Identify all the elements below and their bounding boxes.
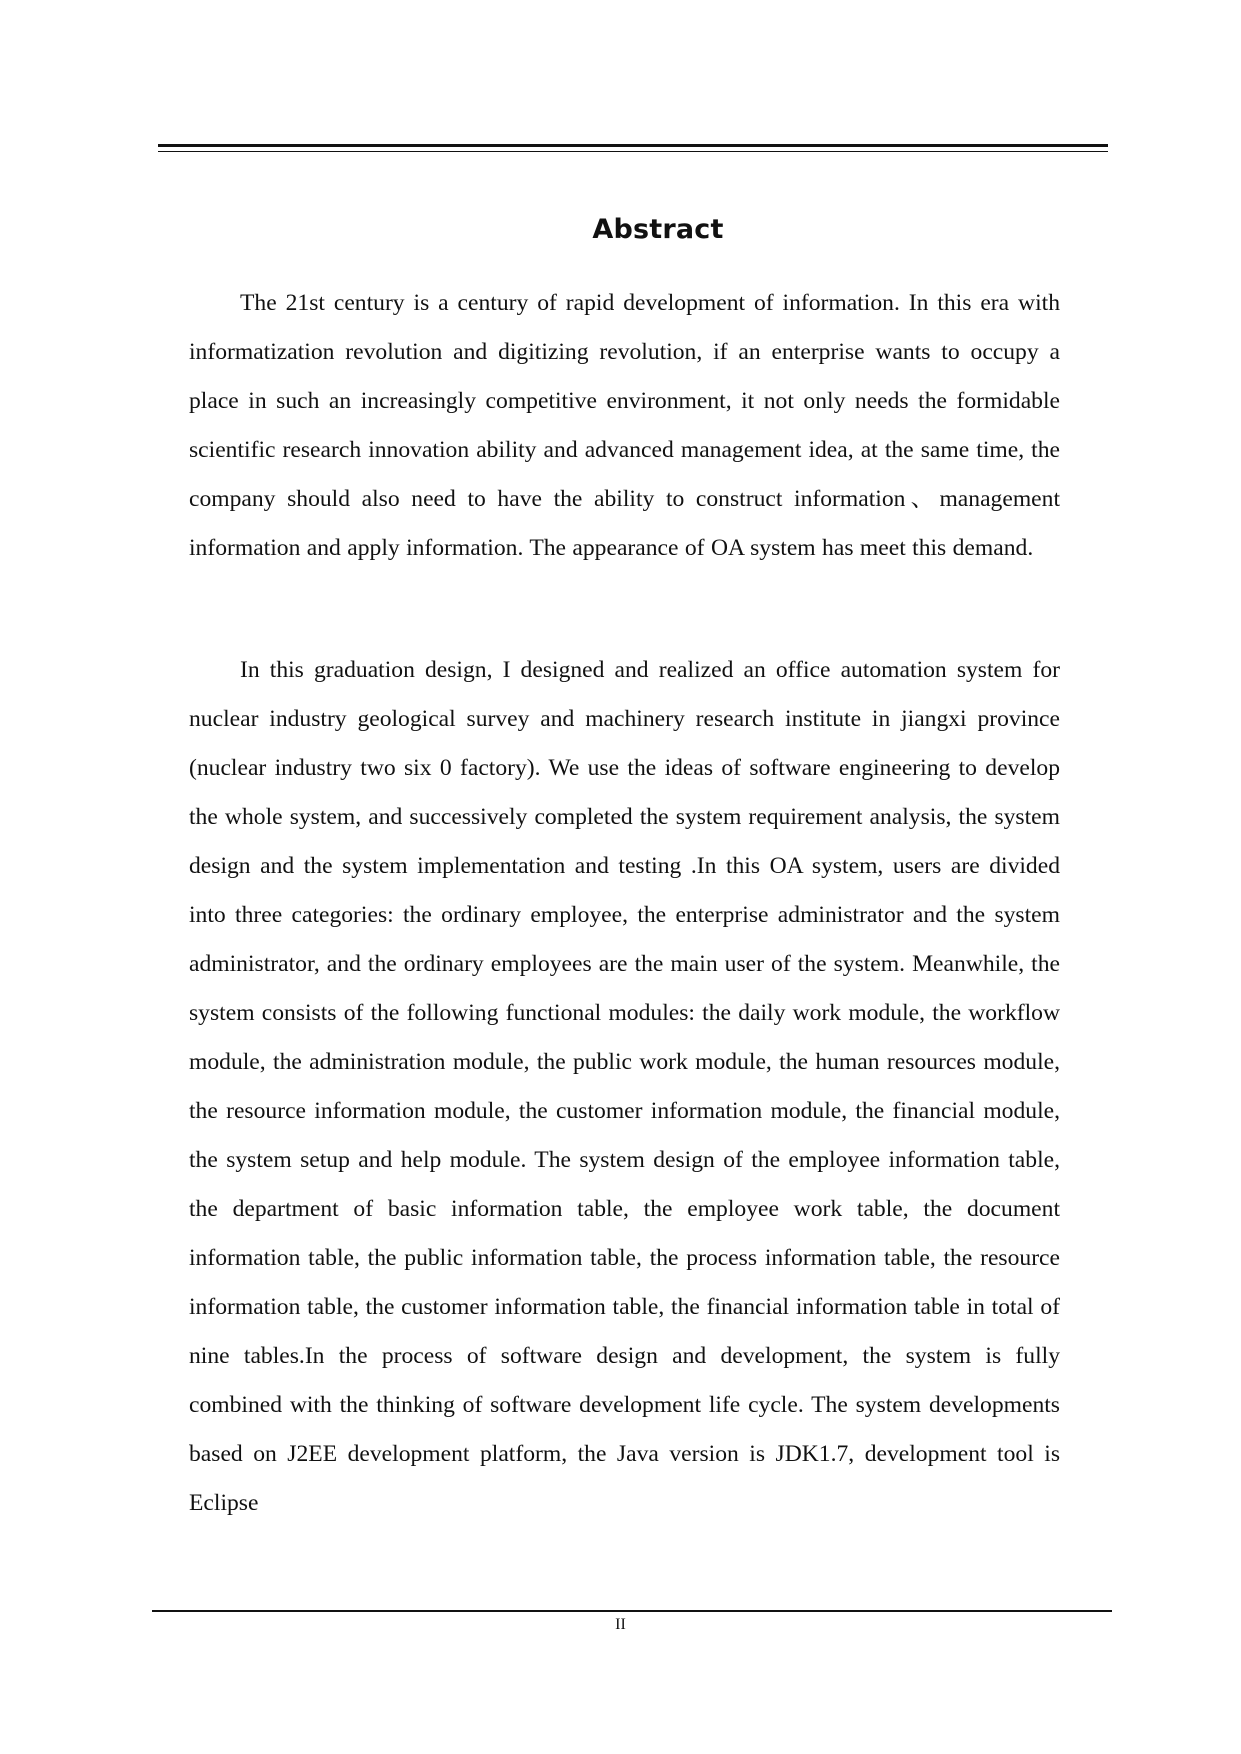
abstract-paragraph-2: In this graduation design, I designed and realized an office automation system for nuclear industry geological survey and machinery research institute in jiangxi province (nuclear industry two six 0 factory). We use the ideas of software engineering to develop the whole system, and successively completed the system requirement analysis, the system design and the system implementation and testing .In this OA system, users are divided into three categories: the ordinary employee, the enterprise administrator and the system administrator, and the ordinary employees are the main user of the system. Meanwhile, the system consists of the following functional modules: the daily work module, the workflow module, the administration module, the public work module, the human resources module, the resource information module, the customer information module, the financial module, the system setup and help module. The system design of the employee information table, the department of basic information table, the employee work table, the document information table, the public information table, the process information table, the resource information table, the customer information table, the financial information table in total of nine tables.In the process of software design and development, the system is fully combined with the thinking of software development life cycle. The system developments based on J2EE development platform, the Java version is JDK1.7, development tool is Eclipse (189, 657, 1060, 1516)
footer-rule (152, 1610, 1112, 1612)
header-rule (158, 144, 1108, 152)
page-number: II (615, 1616, 626, 1633)
page-title: Abstract (592, 214, 724, 246)
abstract-paragraph-1: The 21st century is a century of rapid development of information. In this era with informatization revolution and digitizing revolution, if an enterprise wants to occupy a place in such an increasingly competitive environment, it not only needs the formidable scientific research innovation ability and advanced management idea, at the same time, the company should also need to have the ability to construct information、management information and apply information. The appearance of OA system has meet this demand. (189, 290, 1060, 561)
